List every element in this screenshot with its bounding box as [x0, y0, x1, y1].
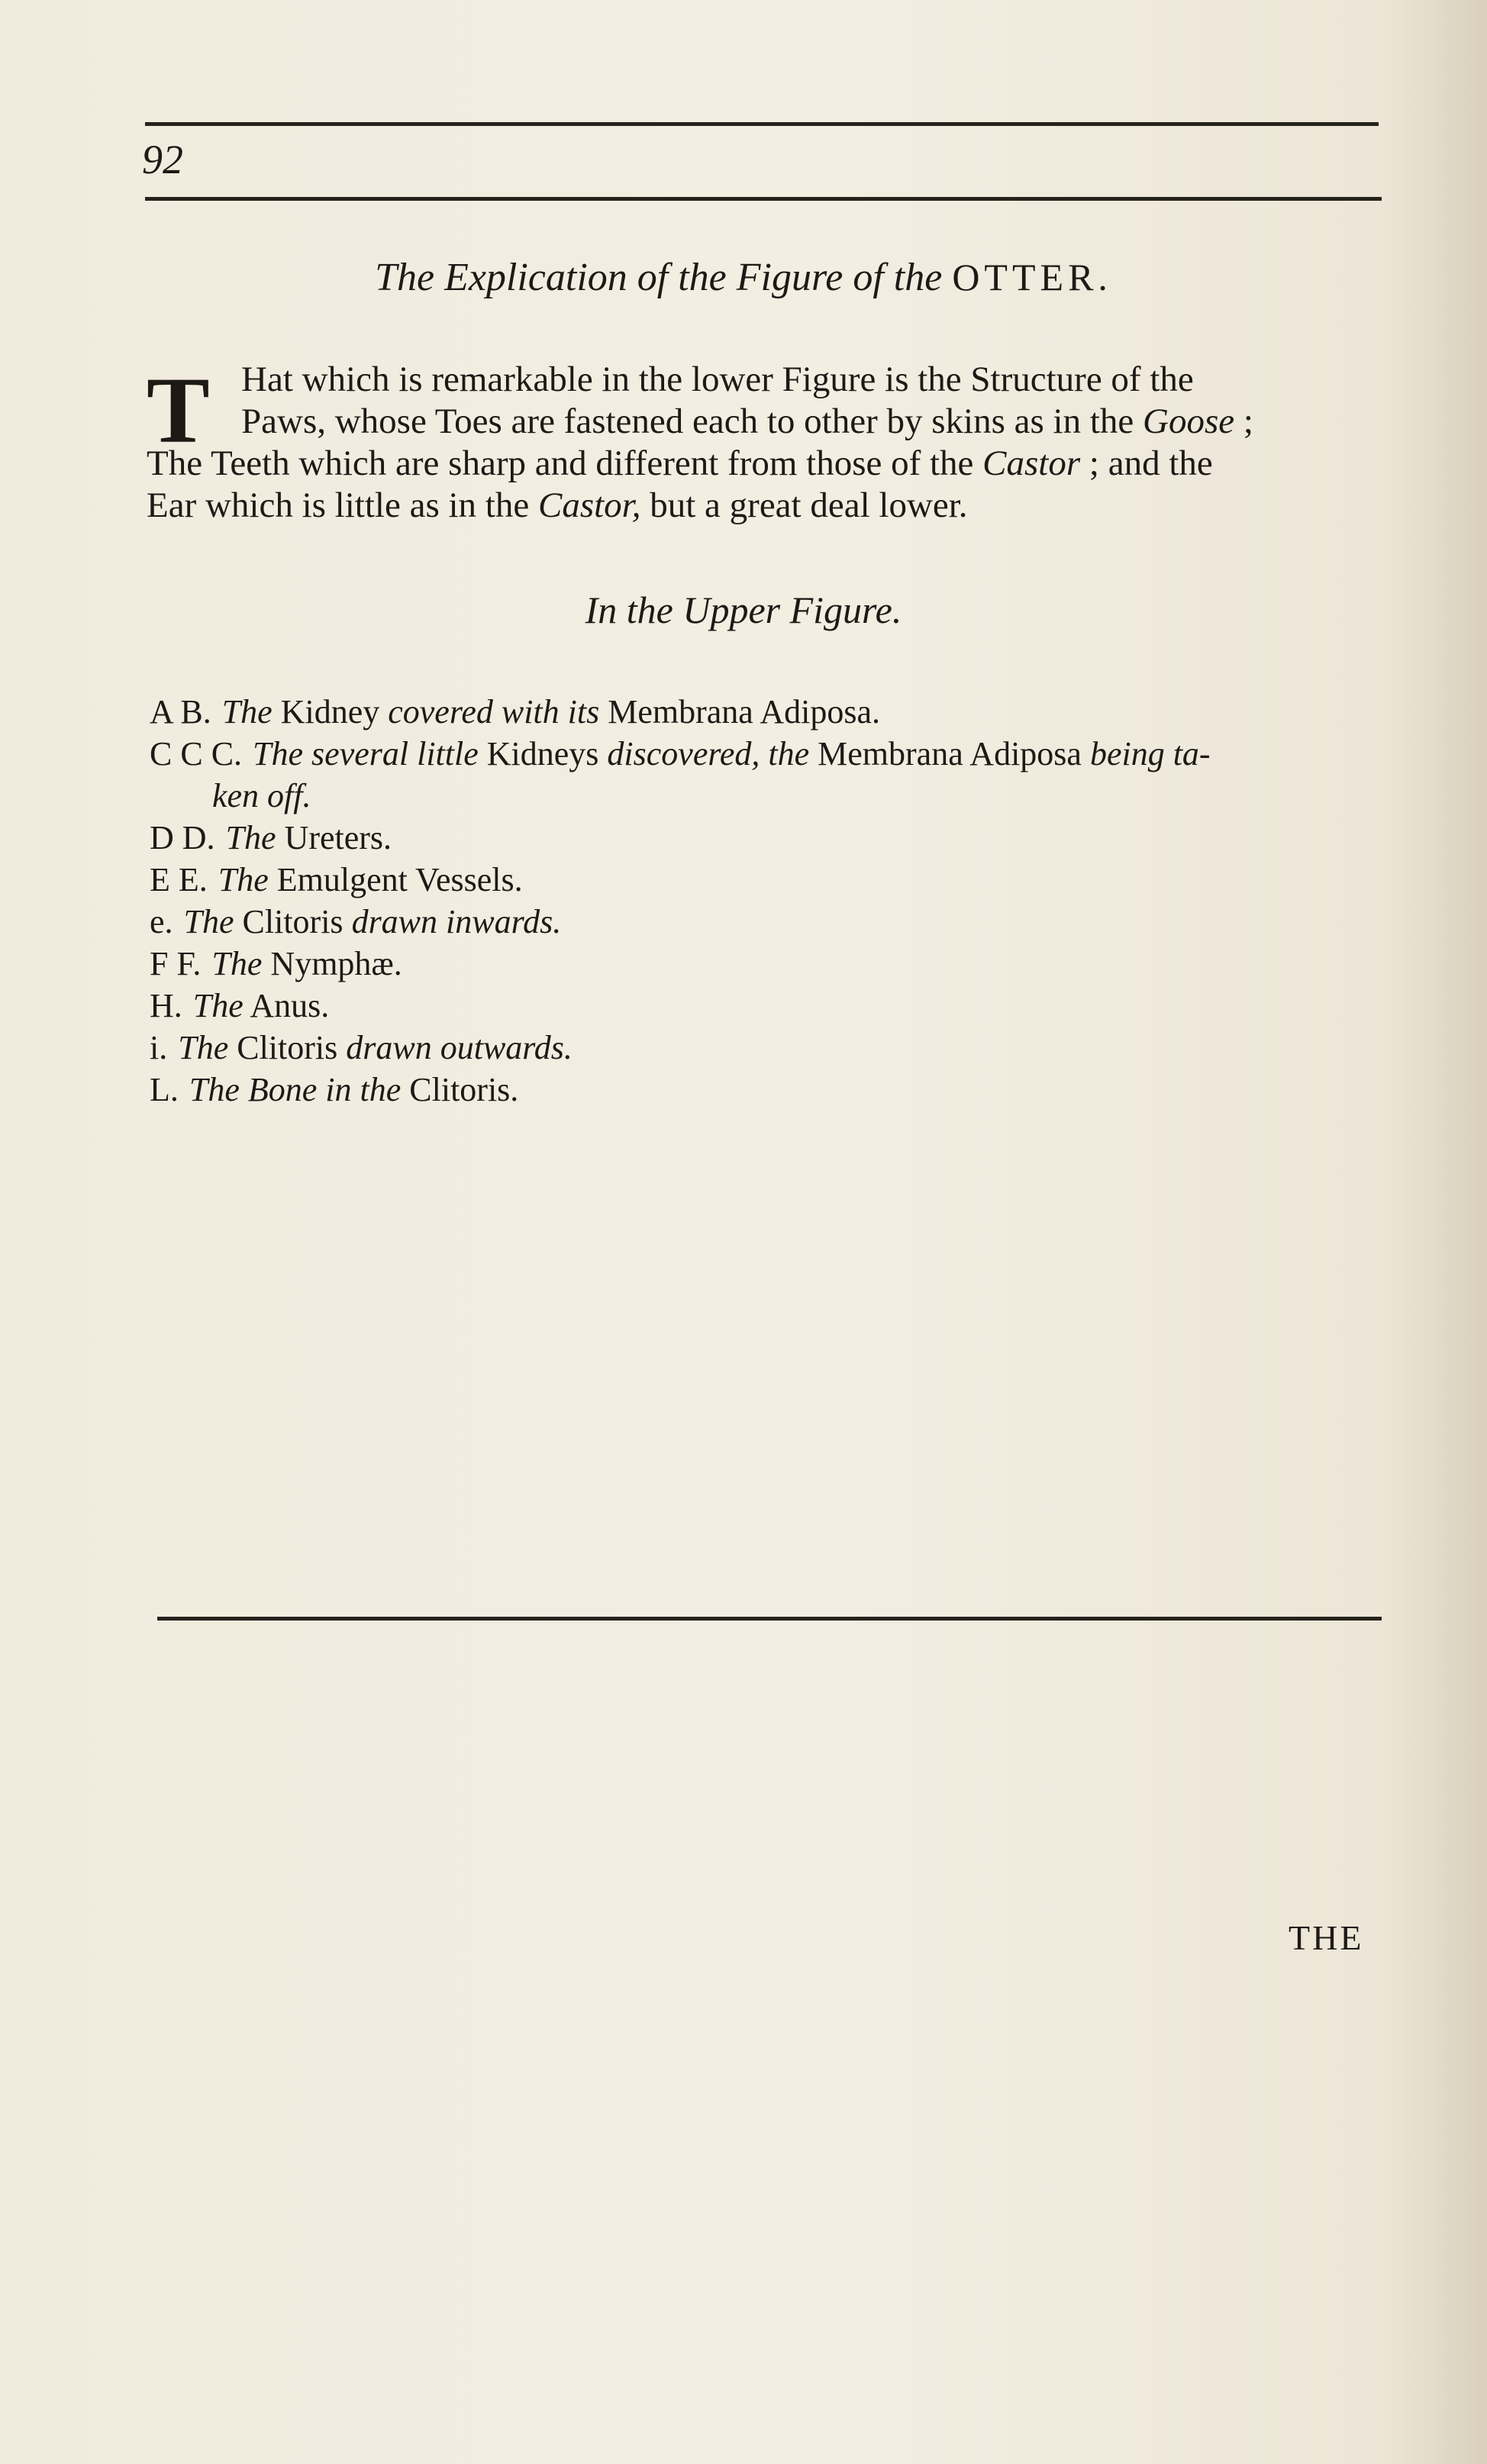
figure-legend [150, 691, 1402, 1111]
legend-key: C C C. [150, 735, 243, 772]
intro-line: The Teeth which are sharp and different from those of the Castor ; and the [147, 443, 1213, 483]
legend-text: Kidneys [478, 735, 608, 772]
legend-key: F F. [150, 945, 202, 982]
intro-line: Ear which is little as in the Castor, but a great deal lower. [147, 485, 968, 525]
legend-text: The [183, 903, 234, 940]
legend-item [150, 1069, 1402, 1111]
legend-text: Clitoris [228, 1029, 347, 1066]
legend-key: E E. [150, 861, 208, 898]
legend-text: drawn inwards. [351, 903, 562, 940]
intro-paragraph [147, 359, 1383, 527]
page-number: 92 [142, 137, 183, 182]
legend-key: L. [150, 1071, 179, 1108]
legend-item [150, 859, 1402, 901]
footer-rule [157, 1617, 1382, 1621]
drop-cap: T [147, 358, 210, 463]
legend-item [150, 733, 1402, 775]
legend-text: Membrana Adiposa [809, 735, 1090, 772]
legend-key: D D. [150, 819, 215, 856]
legend-item [150, 775, 1402, 817]
figure-subtitle: In the Upper Figure. [585, 589, 902, 631]
legend-item [150, 943, 1402, 985]
legend-key: e. [150, 903, 173, 940]
section-title-animal: OTTER. [952, 256, 1112, 298]
legend-text: Nymphæ. [262, 945, 402, 982]
legend-item [150, 691, 1402, 733]
legend-text: covered with its [388, 693, 600, 730]
legend-item [150, 1027, 1402, 1069]
section-title-lead: The Explication of the Figure of the [375, 256, 943, 299]
legend-text: Kidney [272, 693, 389, 730]
legend-text: Emulgent Vessels. [268, 861, 523, 898]
header-rule-bottom [145, 197, 1382, 201]
catchword: THE [1289, 1918, 1364, 1957]
legend-item [150, 901, 1402, 943]
legend-text: Membrana Adiposa. [599, 693, 881, 730]
legend-text: The Bone in the [189, 1071, 402, 1108]
legend-text: drawn outwards. [346, 1029, 573, 1066]
legend-text: The [192, 987, 244, 1024]
legend-item [150, 985, 1402, 1027]
legend-text: The [218, 861, 269, 898]
legend-text: Ureters. [276, 819, 392, 856]
legend-text: ken off. [212, 777, 311, 814]
legend-item [150, 817, 1402, 859]
legend-text: being ta- [1089, 735, 1211, 772]
legend-text: The [211, 945, 263, 982]
intro-line: Hat which is remarkable in the lower Figure is the Structure of the [241, 360, 1194, 399]
legend-text: Anus. [243, 987, 330, 1024]
legend-text: The [178, 1029, 229, 1066]
legend-text: discovered, the [607, 735, 810, 772]
legend-key: A B. [150, 693, 211, 730]
legend-text: Clitoris [234, 903, 352, 940]
legend-text: The [225, 819, 276, 856]
intro-line: Paws, whose Toes are fastened each to other by skins as in the Goose ; [241, 402, 1253, 441]
legend-key: H. [150, 987, 182, 1024]
legend-text: The several little [253, 735, 479, 772]
legend-text: The [221, 693, 273, 730]
section-title [0, 256, 1487, 299]
legend-text: Clitoris. [401, 1071, 519, 1108]
legend-key: i. [150, 1029, 168, 1066]
header-rule-top [145, 122, 1379, 126]
